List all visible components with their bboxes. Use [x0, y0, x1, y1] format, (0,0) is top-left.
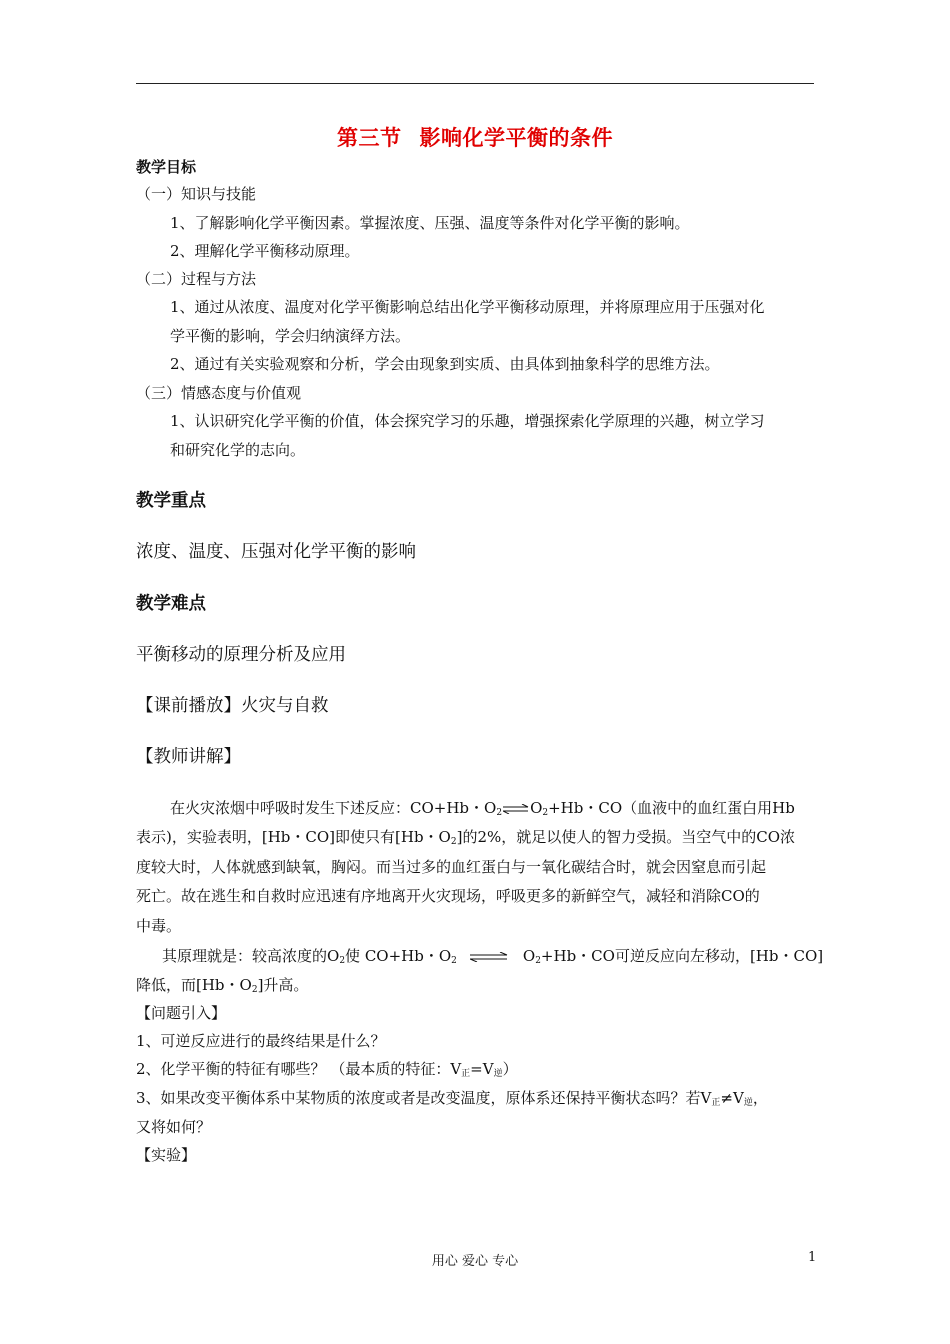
goals-item: 2、理解化学平衡移动原理。: [170, 242, 360, 260]
goals-item-cont: 学平衡的影响，学会归纳演绎方法。: [170, 327, 411, 345]
equilibrium-arrows-icon: [470, 952, 508, 962]
difficulty-heading: 教学难点: [136, 594, 206, 614]
para2-line1: 其原理就是：较高浓度的$O_2$使 CO+Hb・$O_2$ $O_2+Hb$・CO可逆反应向左移动，[Hb・CO]: [162, 947, 824, 966]
question-1: 1、可逆反应进行的最终结果是什么？: [136, 1032, 386, 1050]
goals-item-cont: 和研究化学的志向。: [170, 441, 306, 459]
key-point-text: 浓度、温度、压强对化学平衡的影响: [136, 542, 416, 562]
goals-item: 1、了解影响化学平衡因素。掌握浓度、压强、温度等条件对化学平衡的影响。: [170, 214, 690, 232]
footer-motto: 用心 爱心 专心: [431, 1254, 519, 1269]
question-2: 2、化学平衡的特征有哪些？ （最本质的特征：$V_正=V_逆$）: [136, 1060, 518, 1079]
para1-line4: 死亡。故在逃生和自救时应迅速有序地离开火灾现场，呼吸更多的新鲜空气，减轻和消除CO的: [136, 887, 760, 905]
experiment-label: 【实验】: [136, 1146, 197, 1164]
para1-line5: 中毒。: [136, 917, 182, 935]
header-rule: [136, 83, 814, 84]
para1-line1: 在火灾浓烟中呼吸时发生下述反应：CO+Hb・$O_2$ $O_2+Hb$・CO（血液中的血红蛋白用Hb: [170, 799, 795, 818]
difficulty-text: 平衡移动的原理分析及应用: [136, 645, 346, 665]
para1-line3: 度较大时，人体就感到缺氧，胸闷。而当过多的血红蛋白与一氧化碳结合时，就会因窒息而引起: [136, 858, 767, 876]
para1-line2: 表示)，实验表明，[Hb・CO]即使只有[Hb・$O_2$]的2%，就足以使人的智力受损。当空气中的CO浓: [136, 828, 796, 847]
goals-heading: 教学目标: [136, 158, 197, 176]
questions-heading: 【问题引入】: [136, 1004, 227, 1022]
page-title: [0, 122, 950, 152]
goals-section-3: （三）情感态度与价值观: [136, 384, 302, 402]
question-3: 3、如果改变平衡体系中某物质的浓度或者是改变温度，原体系还保持平衡状态吗？若$V_正\ne V_逆$，: [136, 1089, 768, 1108]
para2-line2: 降低，而[Hb・$O_2$]升高。: [136, 976, 309, 995]
goals-item: 1、认识研究化学平衡的价值，体会探究学习的乐趣，增强探索化学原理的兴趣，树立学习: [170, 412, 765, 430]
question-3-cont: 又将如何？: [136, 1118, 212, 1136]
page-number: 1: [808, 1250, 817, 1265]
equilibrium-arrows-icon: [503, 804, 529, 814]
key-point-heading: 教学重点: [136, 491, 206, 511]
goals-section-2: （二）过程与方法: [136, 270, 257, 288]
goals-item: 2、通过有关实验观察和分析，学会由现象到实质、由具体到抽象科学的思维方法。: [170, 355, 720, 373]
teacher-label: 【教师讲解】: [136, 747, 241, 767]
pre-class-label: 【课前播放】火灾与自救: [136, 696, 329, 716]
title-section: 第三节: [337, 125, 402, 150]
goals-section-1: （一）知识与技能: [136, 185, 257, 203]
title-text: 影响化学平衡的条件: [419, 125, 613, 150]
goals-item: 1、通过从浓度、温度对化学平衡影响总结出化学平衡移动原理，并将原理应用于压强对化: [170, 298, 765, 316]
